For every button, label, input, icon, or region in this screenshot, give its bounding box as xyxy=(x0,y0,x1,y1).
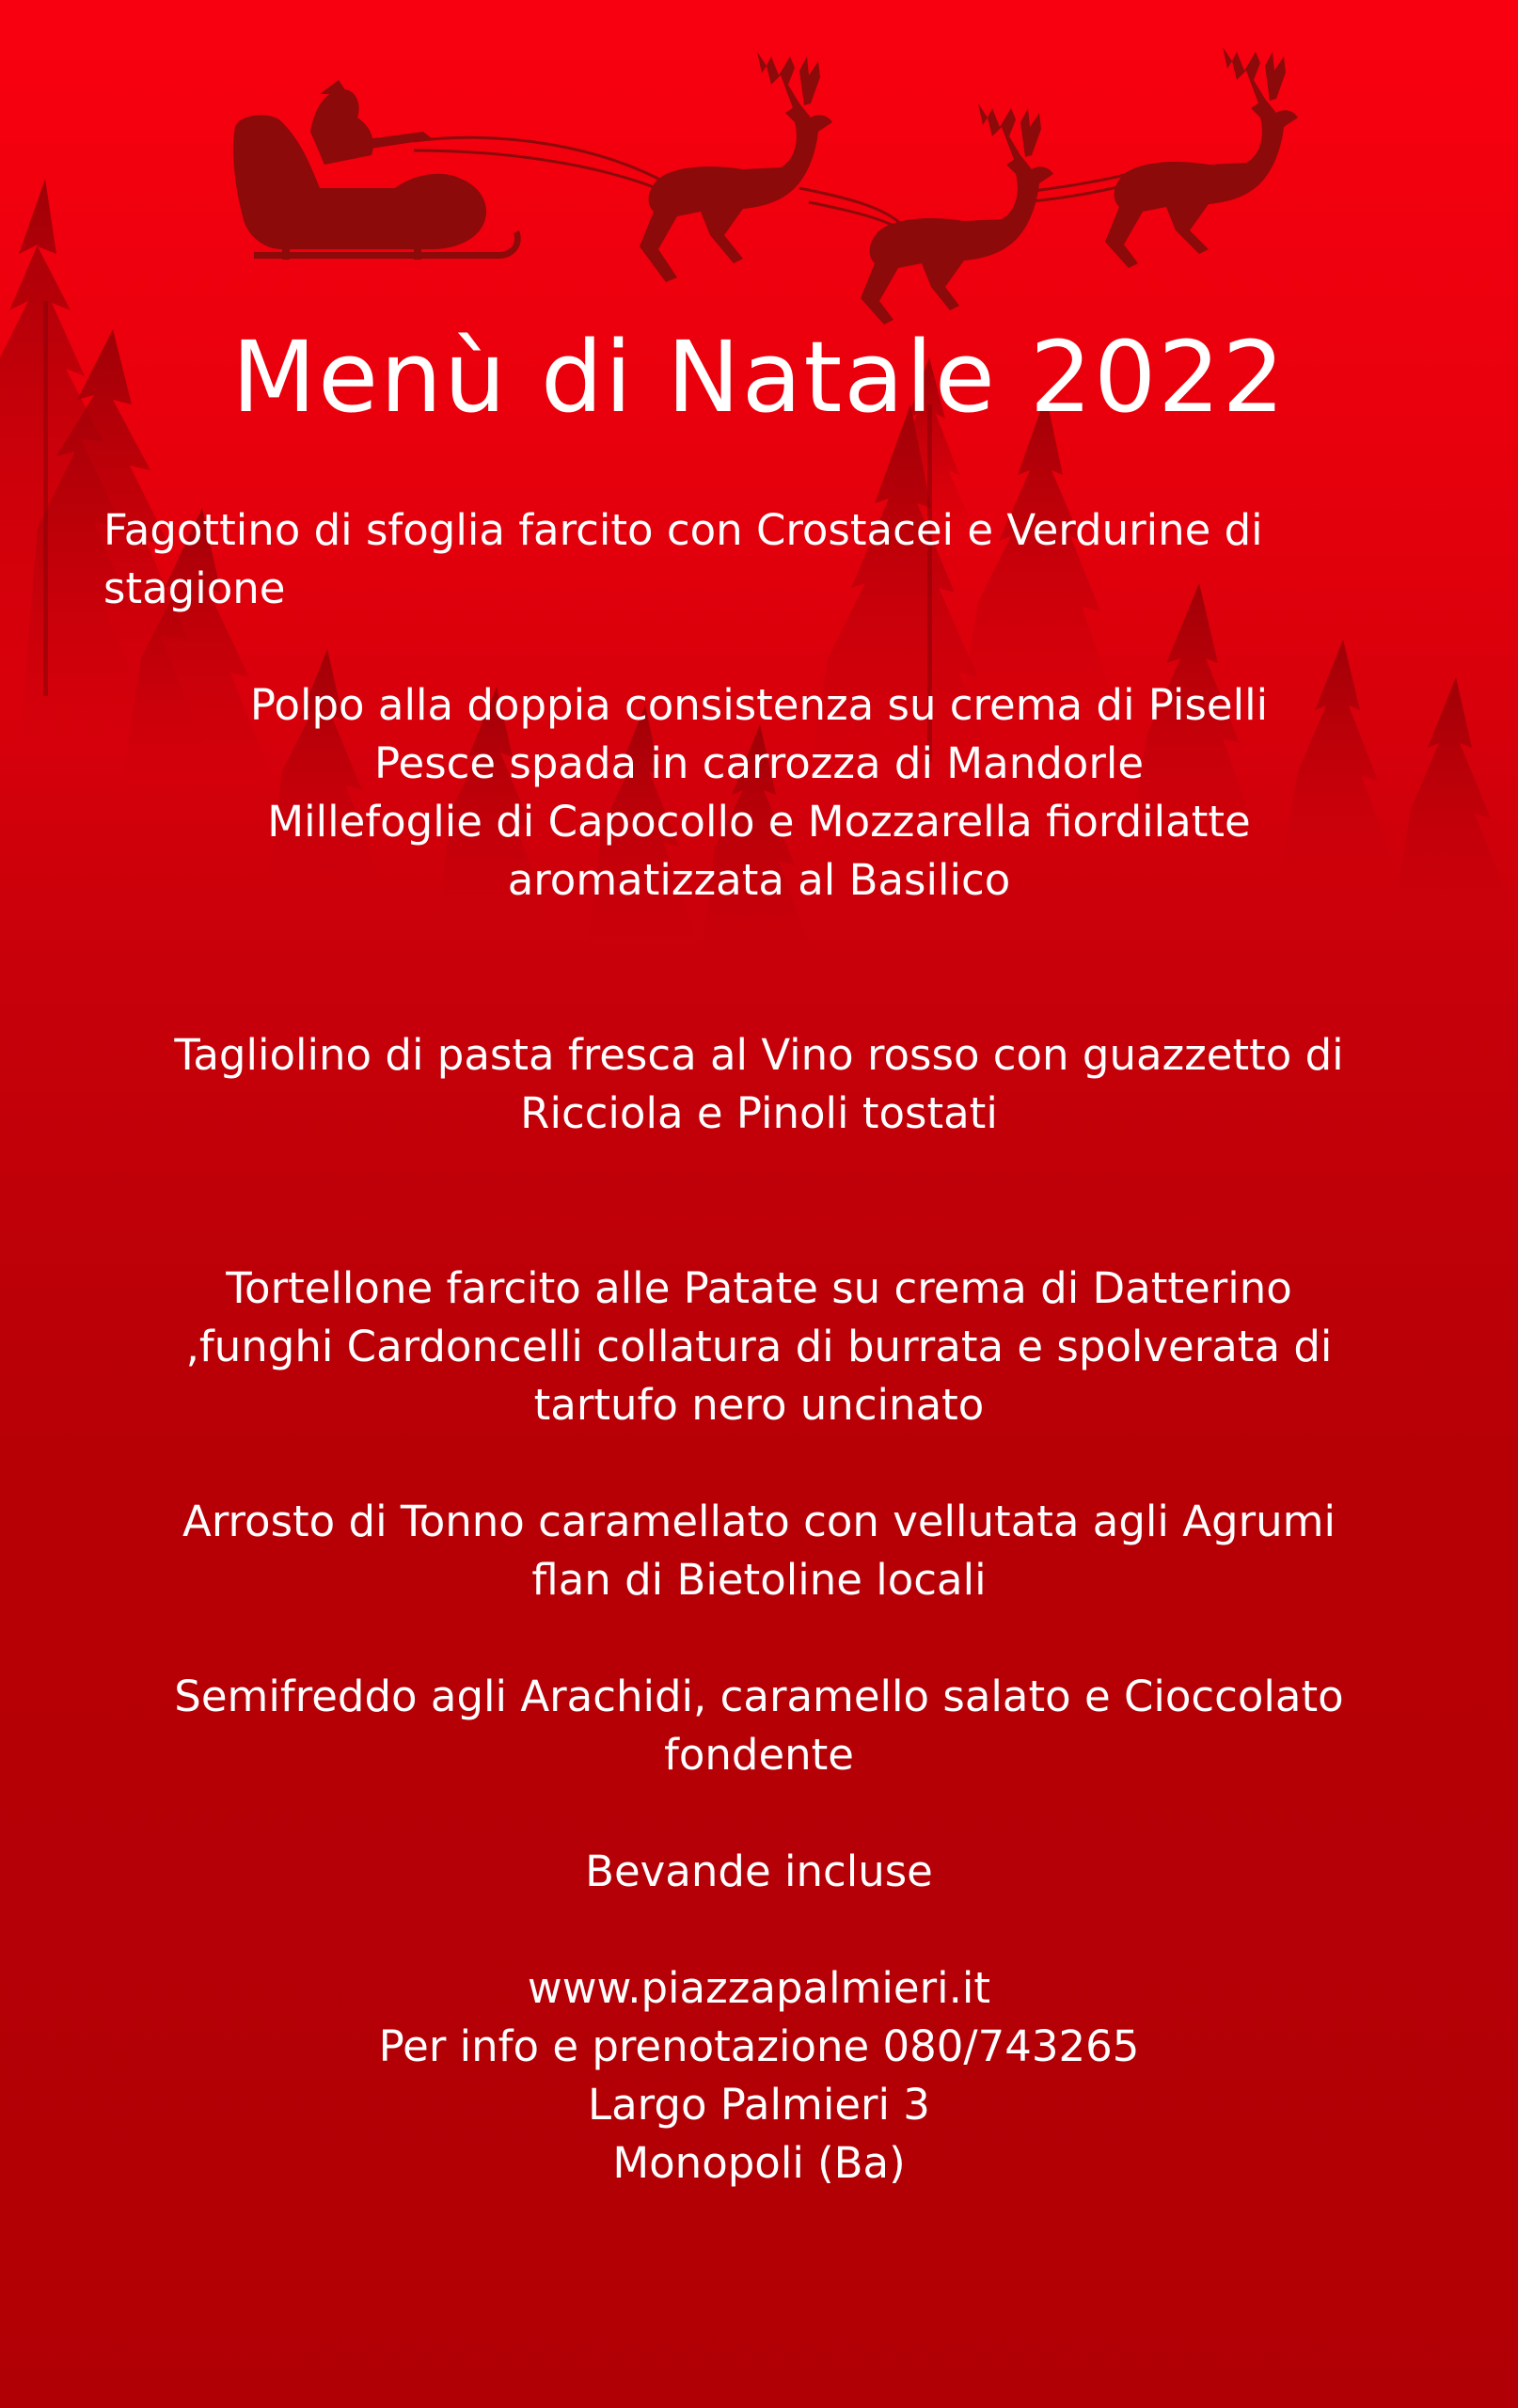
antipasto-line-6: aromatizzata al Basilico xyxy=(507,855,1011,905)
menu-title: Menù di Natale 2022 xyxy=(231,320,1287,435)
antipasto-line-5: Millefoglie di Capocollo e Mozzarella fiordilatte xyxy=(267,797,1251,847)
primo-2-line-2: ,funghi Cardoncelli collatura di burrata e spolverata di xyxy=(185,1322,1333,1371)
primo-2-line-3: tartufo nero uncinato xyxy=(533,1380,985,1430)
website-link[interactable]: www.piazzapalmieri.it xyxy=(527,1963,991,2013)
dolce-line-1: Semifreddo agli Arachidi, caramello salato e Cioccolato xyxy=(174,1671,1344,1721)
sleigh-icon xyxy=(233,80,521,260)
primo-1-line-1: Tagliolino di pasta fresca al Vino rosso con guazzetto di xyxy=(174,1030,1344,1080)
reindeer-icon xyxy=(1105,47,1298,268)
drinks-note: Bevande incluse xyxy=(585,1846,933,1896)
secondo-line-2: flan di Bietoline locali xyxy=(531,1555,987,1605)
phone-info: Per info e prenotazione 080/743265 xyxy=(378,2021,1140,2071)
antipasto-line-2: stagione xyxy=(103,563,286,613)
antipasto-line-4: Pesce spada in carrozza di Mandorle xyxy=(373,738,1145,788)
dolce-line-2: fondente xyxy=(664,1730,854,1780)
primo-1-line-2: Ricciola e Pinoli tostati xyxy=(520,1088,998,1138)
reindeer-icon xyxy=(640,52,832,282)
antipasto-line-3: Polpo alla doppia consistenza su crema di Piselli xyxy=(249,680,1269,730)
address-city: Monopoli (Ba) xyxy=(612,2138,906,2188)
address-street: Largo Palmieri 3 xyxy=(588,2080,930,2130)
secondo-line-1: Arrosto di Tonno caramellato con vellutata agli Agrumi xyxy=(182,1497,1336,1546)
primo-2-line-1: Tortellone farcito alle Patate su crema di Datterino xyxy=(226,1263,1292,1313)
antipasto-line-1: Fagottino di sfoglia farcito con Crostacei e Verdurine di xyxy=(103,505,1263,555)
